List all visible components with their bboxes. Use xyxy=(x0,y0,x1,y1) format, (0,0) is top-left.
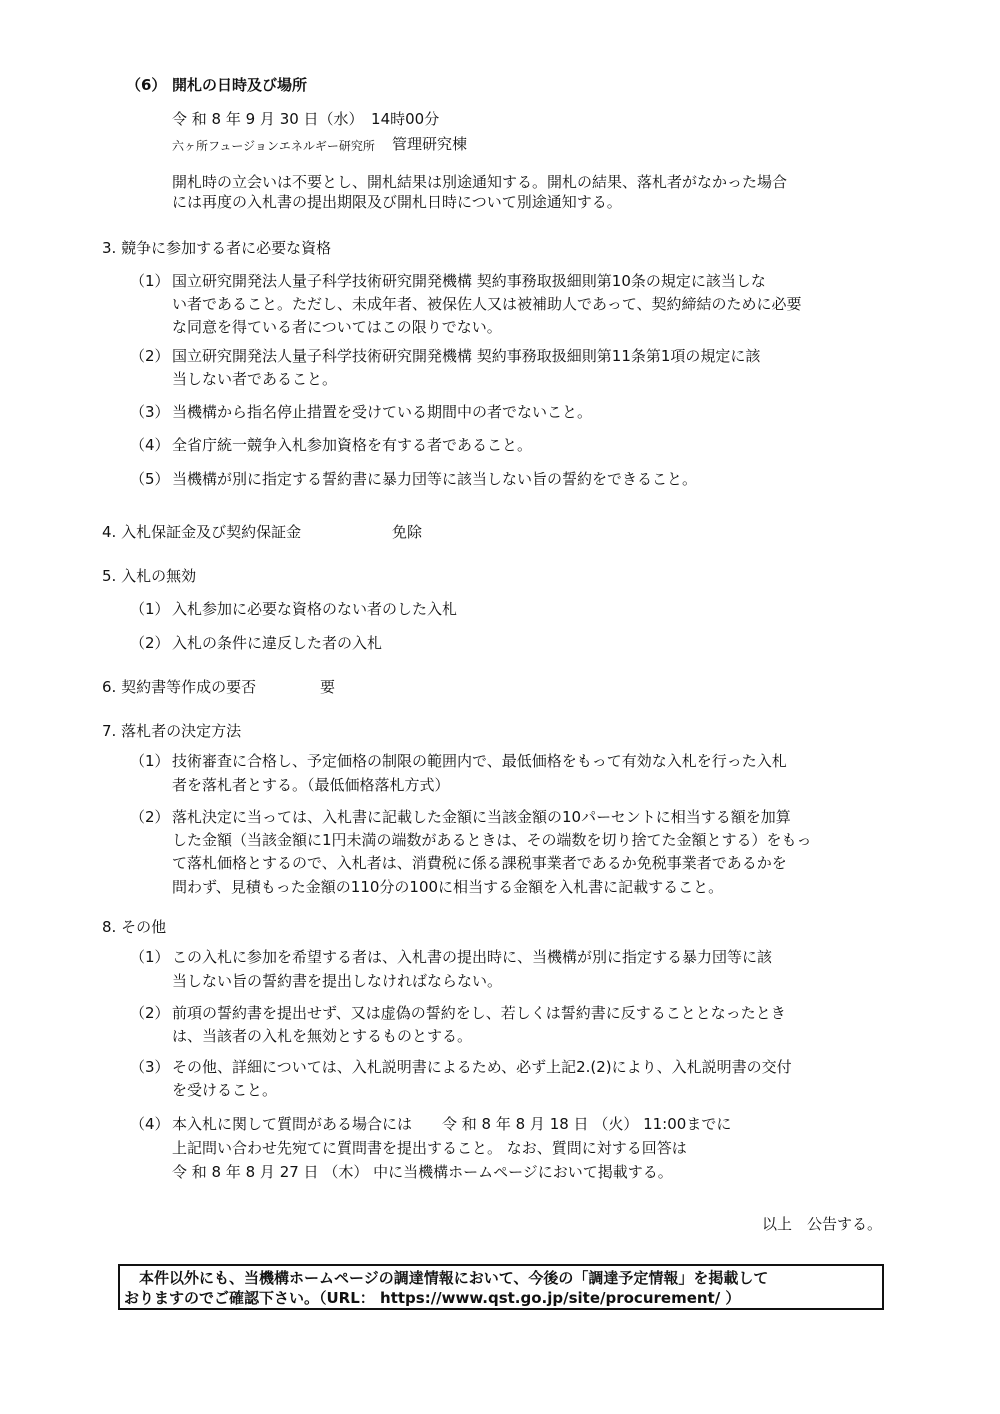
section-8-heading: 8. その他 xyxy=(102,918,167,936)
notice-line: おりますのでご確認下さい。（URL： https://www.qst.go.jp/site/procurement/ ） xyxy=(124,1289,741,1307)
section-6-title: 開札の日時及び場所 xyxy=(172,76,308,94)
s7-item-2-number: （2） xyxy=(130,808,170,826)
s7-item-2-line: 落札決定に当っては、入札書に記載した金額に当該金額の10パーセントに相当する額を加算 xyxy=(172,808,791,826)
s8-item-1-number: （1） xyxy=(130,948,170,966)
s8-item-4-line: 上記問い合わせ先宛てに質問書を提出すること。 なお、質問に対する回答は xyxy=(172,1139,687,1157)
s8-item-4-line: 令 和 8 年 8 月 27 日 （木） 中に当機構ホームページにおいて掲載する。 xyxy=(172,1163,673,1181)
notice-line: 本件以外にも、当機構ホームページの調達情報において、今後の「調達予定情報」を掲載して xyxy=(124,1269,769,1287)
section-7-heading: 7. 落札者の決定方法 xyxy=(102,722,242,740)
section-6b-value: 要 xyxy=(320,678,336,696)
s7-item-1-line: 技術審査に合格し、予定価格の制限の範囲内で、最低価格をもって有効な入札を行った入札 xyxy=(172,752,787,770)
section-6-number: （6） xyxy=(126,76,167,94)
s3-item-1-line: 国立研究開発法人量子科学技術研究開発機構 契約事務取扱細則第10条の規定に該当しな xyxy=(172,272,766,290)
bid-opening-datetime: 令 和 8 年 9 月 30 日（水） 14時00分 xyxy=(172,110,440,128)
section-4-value: 免除 xyxy=(392,523,423,541)
s3-item-3-line: 当機構から指名停止措置を受けている期間中の者でないこと。 xyxy=(172,403,593,421)
s3-item-4-number: （4） xyxy=(130,436,170,454)
s3-item-1-line: い者であること。ただし、未成年者、被保佐人又は被補助人であって、契約締結のために必要 xyxy=(172,295,802,313)
section-4-heading: 4. 入札保証金及び契約保証金 xyxy=(102,523,302,541)
s3-item-1-line: な同意を得ている者についてはこの限りでない。 xyxy=(172,318,502,336)
s7-item-2-line: て落札価格とするので、入札者は、消費税に係る課税事業者であるか免税事業者であるかを xyxy=(172,854,787,872)
s8-item-3-line: を受けること。 xyxy=(172,1081,278,1099)
s8-item-3-line: その他、詳細については、入札説明書によるため、必ず上記2.(2)により、入札説明書の交付 xyxy=(172,1058,792,1076)
bid-opening-place-institute: 六ヶ所フュージョンエネルギー研究所 xyxy=(172,139,375,153)
s7-item-2-line: した金額（当該金額に1円未満の端数があるときは、その端数を切り捨てた金額とする）をもっ xyxy=(172,831,812,849)
s3-item-5-number: （5） xyxy=(130,470,170,488)
s7-item-2-line: 問わず、見積もった金額の110分の100に相当する金額を入札書に記載すること。 xyxy=(172,878,724,896)
closing-text: 以上 公告する。 xyxy=(761,1215,882,1233)
section-5-heading: 5. 入札の無効 xyxy=(102,567,197,585)
bid-opening-place-building: 管理研究棟 xyxy=(392,135,468,153)
bid-opening-note-line: には再度の入札書の提出期限及び開札日時について別途通知する。 xyxy=(172,193,622,211)
s8-item-4-line: 本入札に関して質問がある場合には 令 和 8 年 8 月 18 日 （火） 11:00までに xyxy=(172,1115,732,1133)
section-3-heading: 3. 競争に参加する者に必要な資格 xyxy=(102,239,332,257)
s8-item-1-line: この入札に参加を希望する者は、入札書の提出時に、当機構が別に指定する暴力団等に該 xyxy=(172,948,773,966)
s5-item-2-number: （2） xyxy=(130,634,170,652)
s3-item-4-line: 全省庁統一競争入札参加資格を有する者であること。 xyxy=(172,436,533,454)
section-6b-heading: 6. 契約書等作成の要否 xyxy=(102,678,257,696)
s8-item-2-number: （2） xyxy=(130,1004,170,1022)
s7-item-1-number: （1） xyxy=(130,752,170,770)
s8-item-1-line: 当しない旨の誓約書を提出しなければならない。 xyxy=(172,972,503,990)
bid-opening-note-line: 開札時の立会いは不要とし、開札結果は別途通知する。開札の結果、落札者がなかった場合 xyxy=(172,173,788,191)
s3-item-3-number: （3） xyxy=(130,403,170,421)
s5-item-1-line: 入札参加に必要な資格のない者のした入札 xyxy=(172,600,458,618)
s3-item-2-line: 国立研究開発法人量子科学技術研究開発機構 契約事務取扱細則第11条第1項の規定に該 xyxy=(172,347,761,365)
s5-item-1-number: （1） xyxy=(130,600,170,618)
s3-item-2-number: （2） xyxy=(130,347,170,365)
s5-item-2-line: 入札の条件に違反した者の入札 xyxy=(172,634,383,652)
s8-item-2-line: は、当該者の入札を無効とするものとする。 xyxy=(172,1027,473,1045)
s3-item-5-line: 当機構が別に指定する誓約書に暴力団等に該当しない旨の誓約をできること。 xyxy=(172,470,698,488)
s7-item-1-line: 者を落札者とする。（最低価格落札方式） xyxy=(172,776,450,794)
s3-item-1-number: （1） xyxy=(130,272,170,290)
s8-item-4-number: （4） xyxy=(130,1115,170,1133)
s8-item-3-number: （3） xyxy=(130,1058,170,1076)
procurement-notice-box xyxy=(118,1264,884,1310)
s3-item-2-line: 当しない者であること。 xyxy=(172,370,338,388)
s8-item-2-line: 前項の誓約書を提出せず、又は虚偽の誓約をし、若しくは誓約書に反することとなったとき xyxy=(172,1004,786,1022)
